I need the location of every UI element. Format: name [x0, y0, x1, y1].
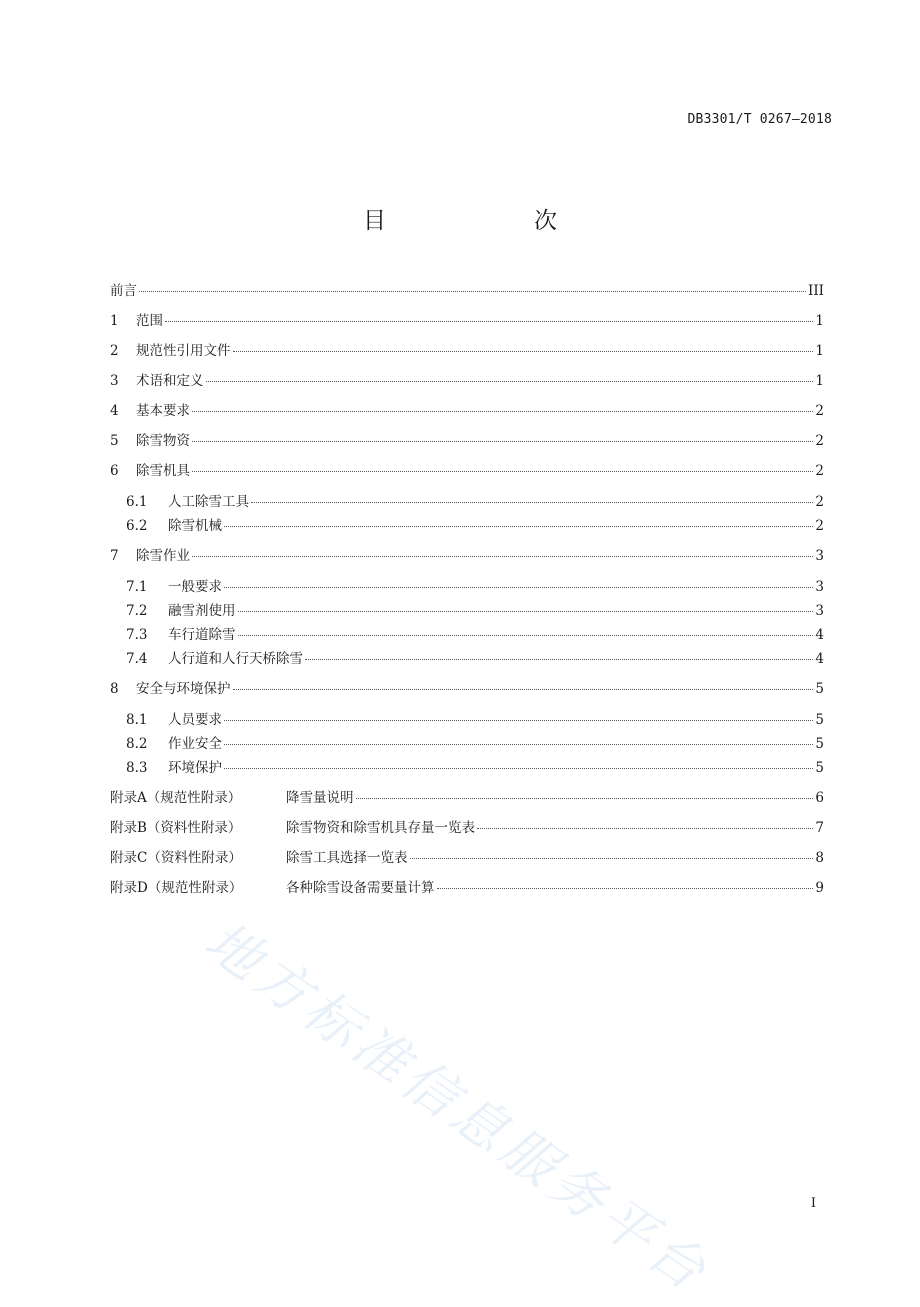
toc-entry[interactable]	[110, 400, 824, 422]
toc-entry-label: 基本要求	[136, 403, 190, 419]
toc-entry[interactable]	[110, 624, 824, 646]
toc-entry-label: 除雪物资	[136, 433, 190, 449]
toc-entry-number: 7.2	[126, 603, 148, 619]
toc-entry[interactable]	[110, 877, 824, 899]
toc-entry-number: 6.2	[126, 518, 148, 534]
toc-entry[interactable]	[110, 576, 824, 598]
toc-entry-page: 3	[815, 603, 824, 619]
toc-entry[interactable]	[110, 787, 824, 809]
toc-entry-label: 除雪物资和除雪机具存量一览表	[286, 820, 475, 836]
toc-entry-label: 车行道除雪	[168, 627, 236, 643]
toc-leader-dots	[192, 471, 813, 472]
toc-entry-number: 7.4	[126, 651, 148, 667]
toc-leader-dots	[356, 798, 814, 799]
toc-entry[interactable]	[110, 757, 824, 779]
toc-entry-number: 附录A（规范性附录）	[110, 790, 242, 806]
toc-leader-dots	[251, 502, 813, 503]
toc-entry-label: 人工除雪工具	[168, 494, 249, 510]
toc-entry-page: 1	[815, 313, 824, 329]
toc-entry[interactable]	[110, 817, 824, 839]
toc-entry-number: 附录C（资料性附录）	[110, 850, 242, 866]
toc-entry-label: 一般要求	[168, 579, 222, 595]
toc-entry-number: 1	[110, 313, 119, 329]
toc-entry[interactable]	[110, 600, 824, 622]
toc-entry-label: 环境保护	[168, 760, 222, 776]
toc-entry[interactable]	[110, 648, 824, 670]
toc-entry-page: 2	[815, 494, 824, 510]
toc-entry-label: 除雪机具	[136, 463, 190, 479]
toc-entry[interactable]	[110, 491, 824, 513]
toc-entry-label: 人行道和人行天桥除雪	[168, 651, 303, 667]
toc-leader-dots	[305, 659, 813, 660]
toc-entry-page: III	[808, 283, 824, 299]
toc-leader-dots	[224, 744, 813, 745]
toc-entry-page: 2	[815, 403, 824, 419]
toc-entry-number: 7.3	[126, 627, 148, 643]
toc-entry-label: 安全与环境保护	[136, 681, 231, 697]
document-code: DB3301/T 0267—2018	[687, 112, 832, 127]
toc-entry-label: 术语和定义	[136, 373, 204, 389]
toc-entry[interactable]	[110, 733, 824, 755]
watermark: 地方标准信息服务平台	[193, 909, 722, 1305]
toc-entry-number: 附录D（规范性附录）	[110, 880, 243, 896]
toc-leader-dots	[192, 556, 813, 557]
toc-entry-page: 9	[815, 880, 824, 896]
toc-leader-dots	[477, 828, 813, 829]
toc-leader-dots	[238, 611, 814, 612]
toc-entry[interactable]	[110, 280, 824, 302]
toc-entry-page: 7	[815, 820, 824, 836]
toc-leader-dots	[238, 635, 814, 636]
toc-entry-page: 5	[815, 712, 824, 728]
toc-entry-page: 2	[815, 463, 824, 479]
toc-entry-page: 5	[815, 681, 824, 697]
toc-leader-dots	[139, 291, 806, 292]
toc-entry-label: 除雪作业	[136, 548, 190, 564]
page-number: I	[810, 1196, 816, 1211]
toc-entry-page: 2	[815, 518, 824, 534]
toc-entry-number: 8.1	[126, 712, 148, 728]
toc-entry-label: 各种除雪设备需要量计算	[286, 880, 435, 896]
toc-entry-number: 附录B（资料性附录）	[110, 820, 242, 836]
table-of-contents	[110, 278, 824, 899]
toc-entry-page: 8	[815, 850, 824, 866]
toc-entry-page: 5	[815, 760, 824, 776]
toc-entry-label: 规范性引用文件	[136, 343, 231, 359]
toc-entry[interactable]	[110, 340, 824, 362]
toc-entry-label: 作业安全	[168, 736, 222, 752]
toc-leader-dots	[192, 411, 813, 412]
toc-entry-page: 4	[815, 627, 824, 643]
toc-entry-number: 8	[110, 681, 119, 697]
toc-entry[interactable]	[110, 430, 824, 452]
toc-entry-page: 6	[815, 790, 824, 806]
toc-entry-label: 除雪机械	[168, 518, 222, 534]
toc-entry-number: 2	[110, 343, 119, 359]
toc-entry-page: 2	[815, 433, 824, 449]
toc-leader-dots	[206, 381, 814, 382]
toc-entry-page: 5	[815, 736, 824, 752]
toc-leader-dots	[224, 720, 813, 721]
toc-entry[interactable]	[110, 545, 824, 567]
toc-entry-page: 4	[815, 651, 824, 667]
toc-entry[interactable]	[110, 310, 824, 332]
toc-entry-label: 前言	[110, 283, 137, 299]
toc-leader-dots	[224, 587, 813, 588]
toc-leader-dots	[233, 351, 814, 352]
toc-entry-number: 8.3	[126, 760, 148, 776]
toc-entry[interactable]	[110, 370, 824, 392]
page-title: 目 次	[363, 208, 591, 234]
toc-entry-page: 3	[815, 548, 824, 564]
toc-entry[interactable]	[110, 460, 824, 482]
toc-entry-label: 范围	[136, 313, 163, 329]
toc-entry[interactable]	[110, 515, 824, 537]
toc-entry[interactable]	[110, 847, 824, 869]
toc-entry-number: 8.2	[126, 736, 148, 752]
toc-leader-dots	[165, 321, 813, 322]
toc-entry-page: 3	[815, 579, 824, 595]
toc-entry[interactable]	[110, 709, 824, 731]
toc-entry-number: 3	[110, 373, 119, 389]
toc-leader-dots	[233, 689, 814, 690]
toc-entry-label: 人员要求	[168, 712, 222, 728]
toc-entry-page: 1	[815, 373, 824, 389]
toc-leader-dots	[192, 441, 813, 442]
toc-leader-dots	[224, 768, 813, 769]
toc-entry[interactable]	[110, 678, 824, 700]
toc-entry-number: 6	[110, 463, 119, 479]
toc-leader-dots	[410, 858, 814, 859]
toc-entry-label: 除雪工具选择一览表	[286, 850, 408, 866]
toc-entry-number: 5	[110, 433, 119, 449]
toc-entry-page: 1	[815, 343, 824, 359]
toc-entry-number: 7.1	[126, 579, 148, 595]
toc-leader-dots	[224, 526, 813, 527]
toc-leader-dots	[437, 888, 814, 889]
toc-entry-number: 6.1	[126, 494, 148, 510]
toc-entry-label: 融雪剂使用	[168, 603, 236, 619]
toc-entry-label: 降雪量说明	[286, 790, 354, 806]
toc-entry-number: 7	[110, 548, 119, 564]
toc-entry-number: 4	[110, 403, 119, 419]
